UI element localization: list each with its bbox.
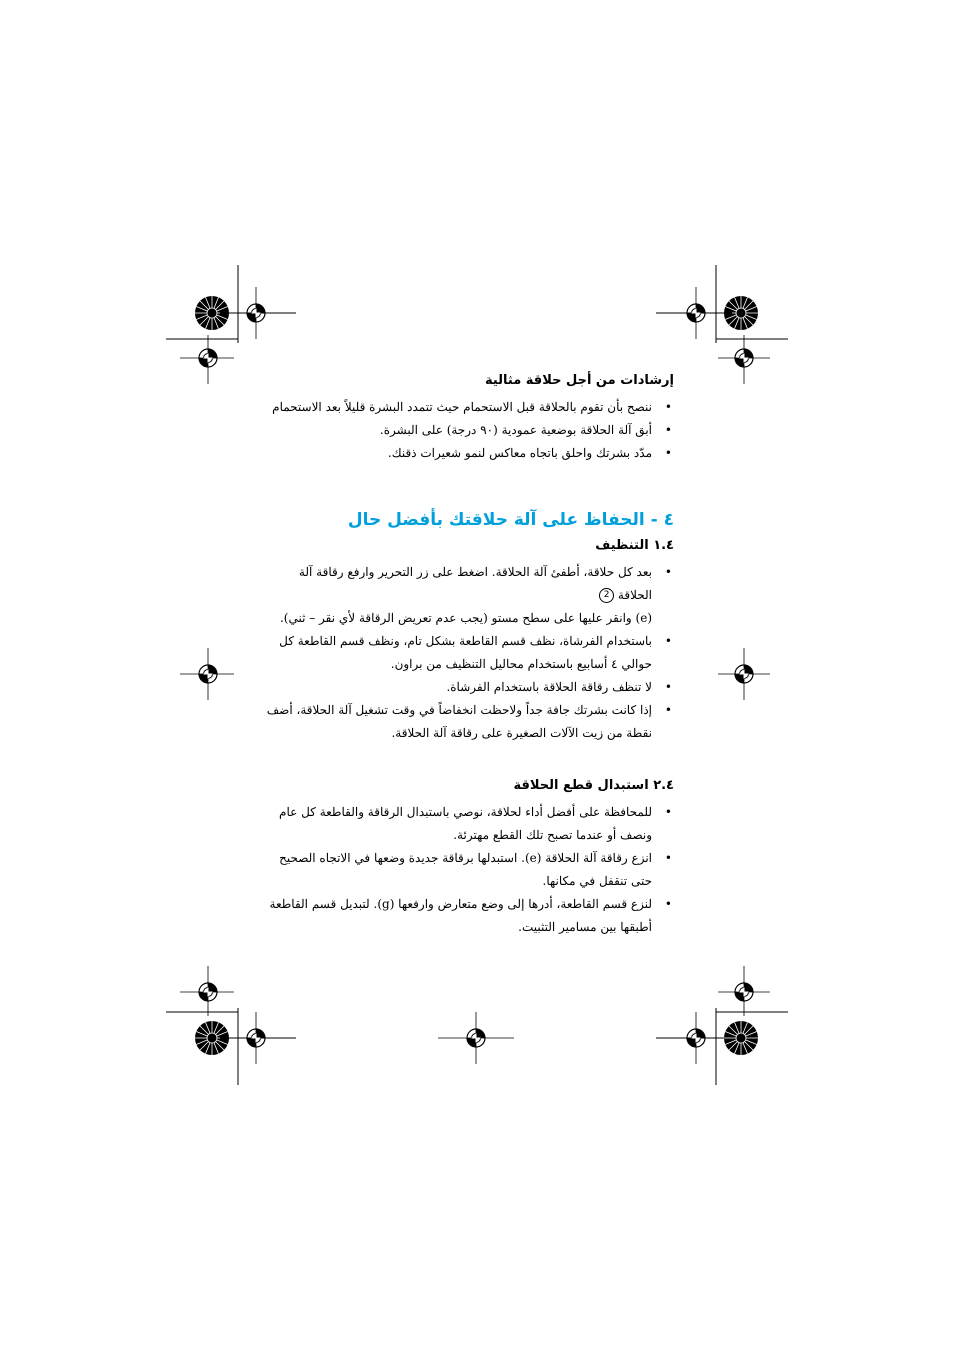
manual-page-content [262,370,674,939]
bullet-icon: • [664,680,672,694]
list-item-text: ننصح بأن تقوم بالحلاقة قبل الاستحمام حيث تتمدد البشرة قليلاً بعد الاستحمام [272,400,652,414]
list-item [262,699,674,745]
figure-reference-badge: 2 [599,588,614,603]
maintenance-section [262,507,674,939]
bullet-icon: • [664,565,672,579]
replacement-subsection [262,775,674,939]
list-item-text: لنزع قسم القاطعة، أدرها إلى وضع متعارض وارفعها (g). لتبديل قسم القاطعة أطبقها بين مسامير التثبيت. [269,897,652,934]
bullet-icon: • [664,703,672,717]
list-item [262,442,674,465]
bullet-icon: • [664,446,672,460]
bullet-icon: • [664,805,672,819]
shaving-tips-list [262,396,674,465]
list-item [262,396,674,419]
list-item-text: بعد كل حلاقة، أطفئ آلة الحلاقة. اضغط على زر التحرير وارفع رقاقة آلة الحلاقة [298,565,652,602]
bullet-icon: • [664,634,672,648]
shaving-tips-heading: إرشادات من أجل حلاقة مثالية [484,373,674,388]
maintenance-heading: ٤ - الحفاظ على آلة حلاقتك بأفضل حال [347,510,674,530]
replacement-heading: ٢.٤ استبدال قطع الحلاقة [513,778,674,793]
list-item [262,801,674,847]
list-item-text: انزع رقاقة آلة الحلاقة (e). استبدلها برقاقة جديدة وضعها في الاتجاه الصحيح حتى تنقفل في مكانها. [279,851,652,888]
shaving-tips-section [262,370,674,465]
list-item-text: مدّد بشرتك واحلق باتجاه معاكس لنمو شعيرات ذقنك. [387,446,652,460]
bullet-icon: • [664,423,672,437]
bullet-icon: • [664,400,672,414]
cleaning-heading: ١.٤ التنظيف [595,538,674,553]
list-item [262,676,674,699]
list-item [262,419,674,442]
list-item [262,561,674,630]
list-item-text: باستخدام الفرشاة، نظف قسم القاطعة بشكل تام، ونظف قسم القاطعة كل حوالي ٤ أسابيع باستخدام محاليل التنظيف من براون. [279,634,652,671]
list-item-text: (e) وانقر عليها على سطح مستو (يجب عدم تعريض الرقاقة لأي نقر – ثني). [279,611,652,625]
list-item-text: إذا كانت بشرتك جافة جداً ولاحظت انخفاضاً في وقت تشغيل آلة الحلاقة، أضف نقطة من زيت الآلات الصغيرة على رقاقة آلة الحلاقة. [266,703,652,740]
cleaning-list [262,561,674,745]
list-item-text: أبق آلة الحلاقة بوضعية عمودية (٩٠ درجة) على البشرة. [379,423,652,437]
bullet-icon: • [664,851,672,865]
list-item [262,630,674,676]
list-item [262,847,674,893]
replacement-list [262,801,674,939]
list-item-text: للمحافظة على أفضل أداء لحلاقة، نوصي باستبدال الرقاقة والقاطعة كل عام ونصف أو عندما تصبح تلك القطع مهترئة. [279,805,652,842]
bullet-icon: • [664,897,672,911]
cleaning-subsection [262,535,674,745]
list-item-text: لا تنظف رقاقة الحلاقة باستخدام الفرشاة. [446,680,652,694]
list-item [262,893,674,939]
